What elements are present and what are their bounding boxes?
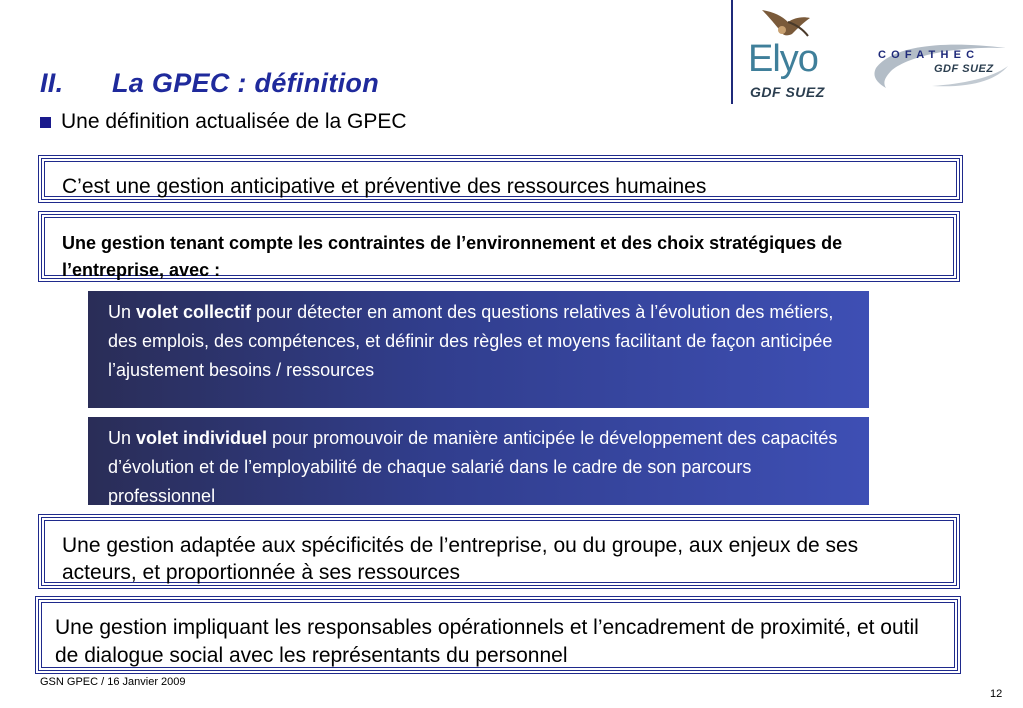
title-number: II. [40, 68, 64, 98]
volet-individuel-box [88, 417, 869, 505]
definition-box-impliquant [35, 596, 961, 674]
volet-collectif-box [88, 291, 869, 408]
page-number: 12 [990, 688, 1003, 700]
definition-box-contraintes [38, 211, 960, 282]
text-rest: pour détecter en amont des questions relatives à l’évolution des métiers, des emplois, des compétences, et définir des règles et moyens facilitant de façon anticipée l’ajustement besoins / ressources [108, 302, 834, 380]
text-prefix: Un [108, 302, 137, 322]
definition-text: Une gestion adaptée aux spécificités de l’entreprise, ou du groupe, aux enjeux de ses acteurs, et proportionnée à ses ressources [62, 534, 859, 584]
bird-logo-icon [758, 6, 818, 40]
text-bold: volet individuel [136, 428, 268, 448]
definition-text: Une gestion tenant compte les contraintes de l’environnement et des choix stratégiques de l’entreprise, avec : [62, 233, 843, 280]
definition-text: C’est une gestion anticipative et préventive des ressources humaines [62, 175, 707, 198]
definition-box-anticipative [38, 155, 963, 203]
elyo-logo: Elyo [748, 38, 818, 80]
definition-box-adaptee [38, 514, 960, 589]
cofathec-gdf-suez-logo: GDF SUEZ [934, 63, 994, 75]
definition-text: Une gestion impliquant les responsables opérationnels et l’encadrement de proximité, et outil de dialogue social avec les représentants du personnel [55, 616, 919, 667]
elyo-gdf-suez-logo: GDF SUEZ [750, 84, 825, 100]
text-rest: pour promouvoir de manière anticipée le développement des capacités d’évolution et de l’employabilité de chaque salarié dans le cadre de son parcours professionnel [108, 428, 838, 506]
subtitle [38, 110, 407, 134]
volet-individuel-text [108, 424, 849, 511]
subtitle-text: Une définition actualisée de la GPEC [61, 110, 407, 133]
logo-divider [731, 0, 733, 104]
slide-title [40, 68, 379, 99]
cofathec-logo: COFATHEC [878, 49, 980, 61]
text-bold: volet collectif [136, 302, 252, 322]
title-text: La GPEC : définition [112, 68, 379, 98]
text-prefix: Un [108, 428, 137, 448]
volet-collectif-text [108, 298, 849, 385]
footer-text: GSN GPEC / 16 Janvier 2009 [40, 676, 186, 688]
square-bullet-icon [40, 117, 51, 128]
